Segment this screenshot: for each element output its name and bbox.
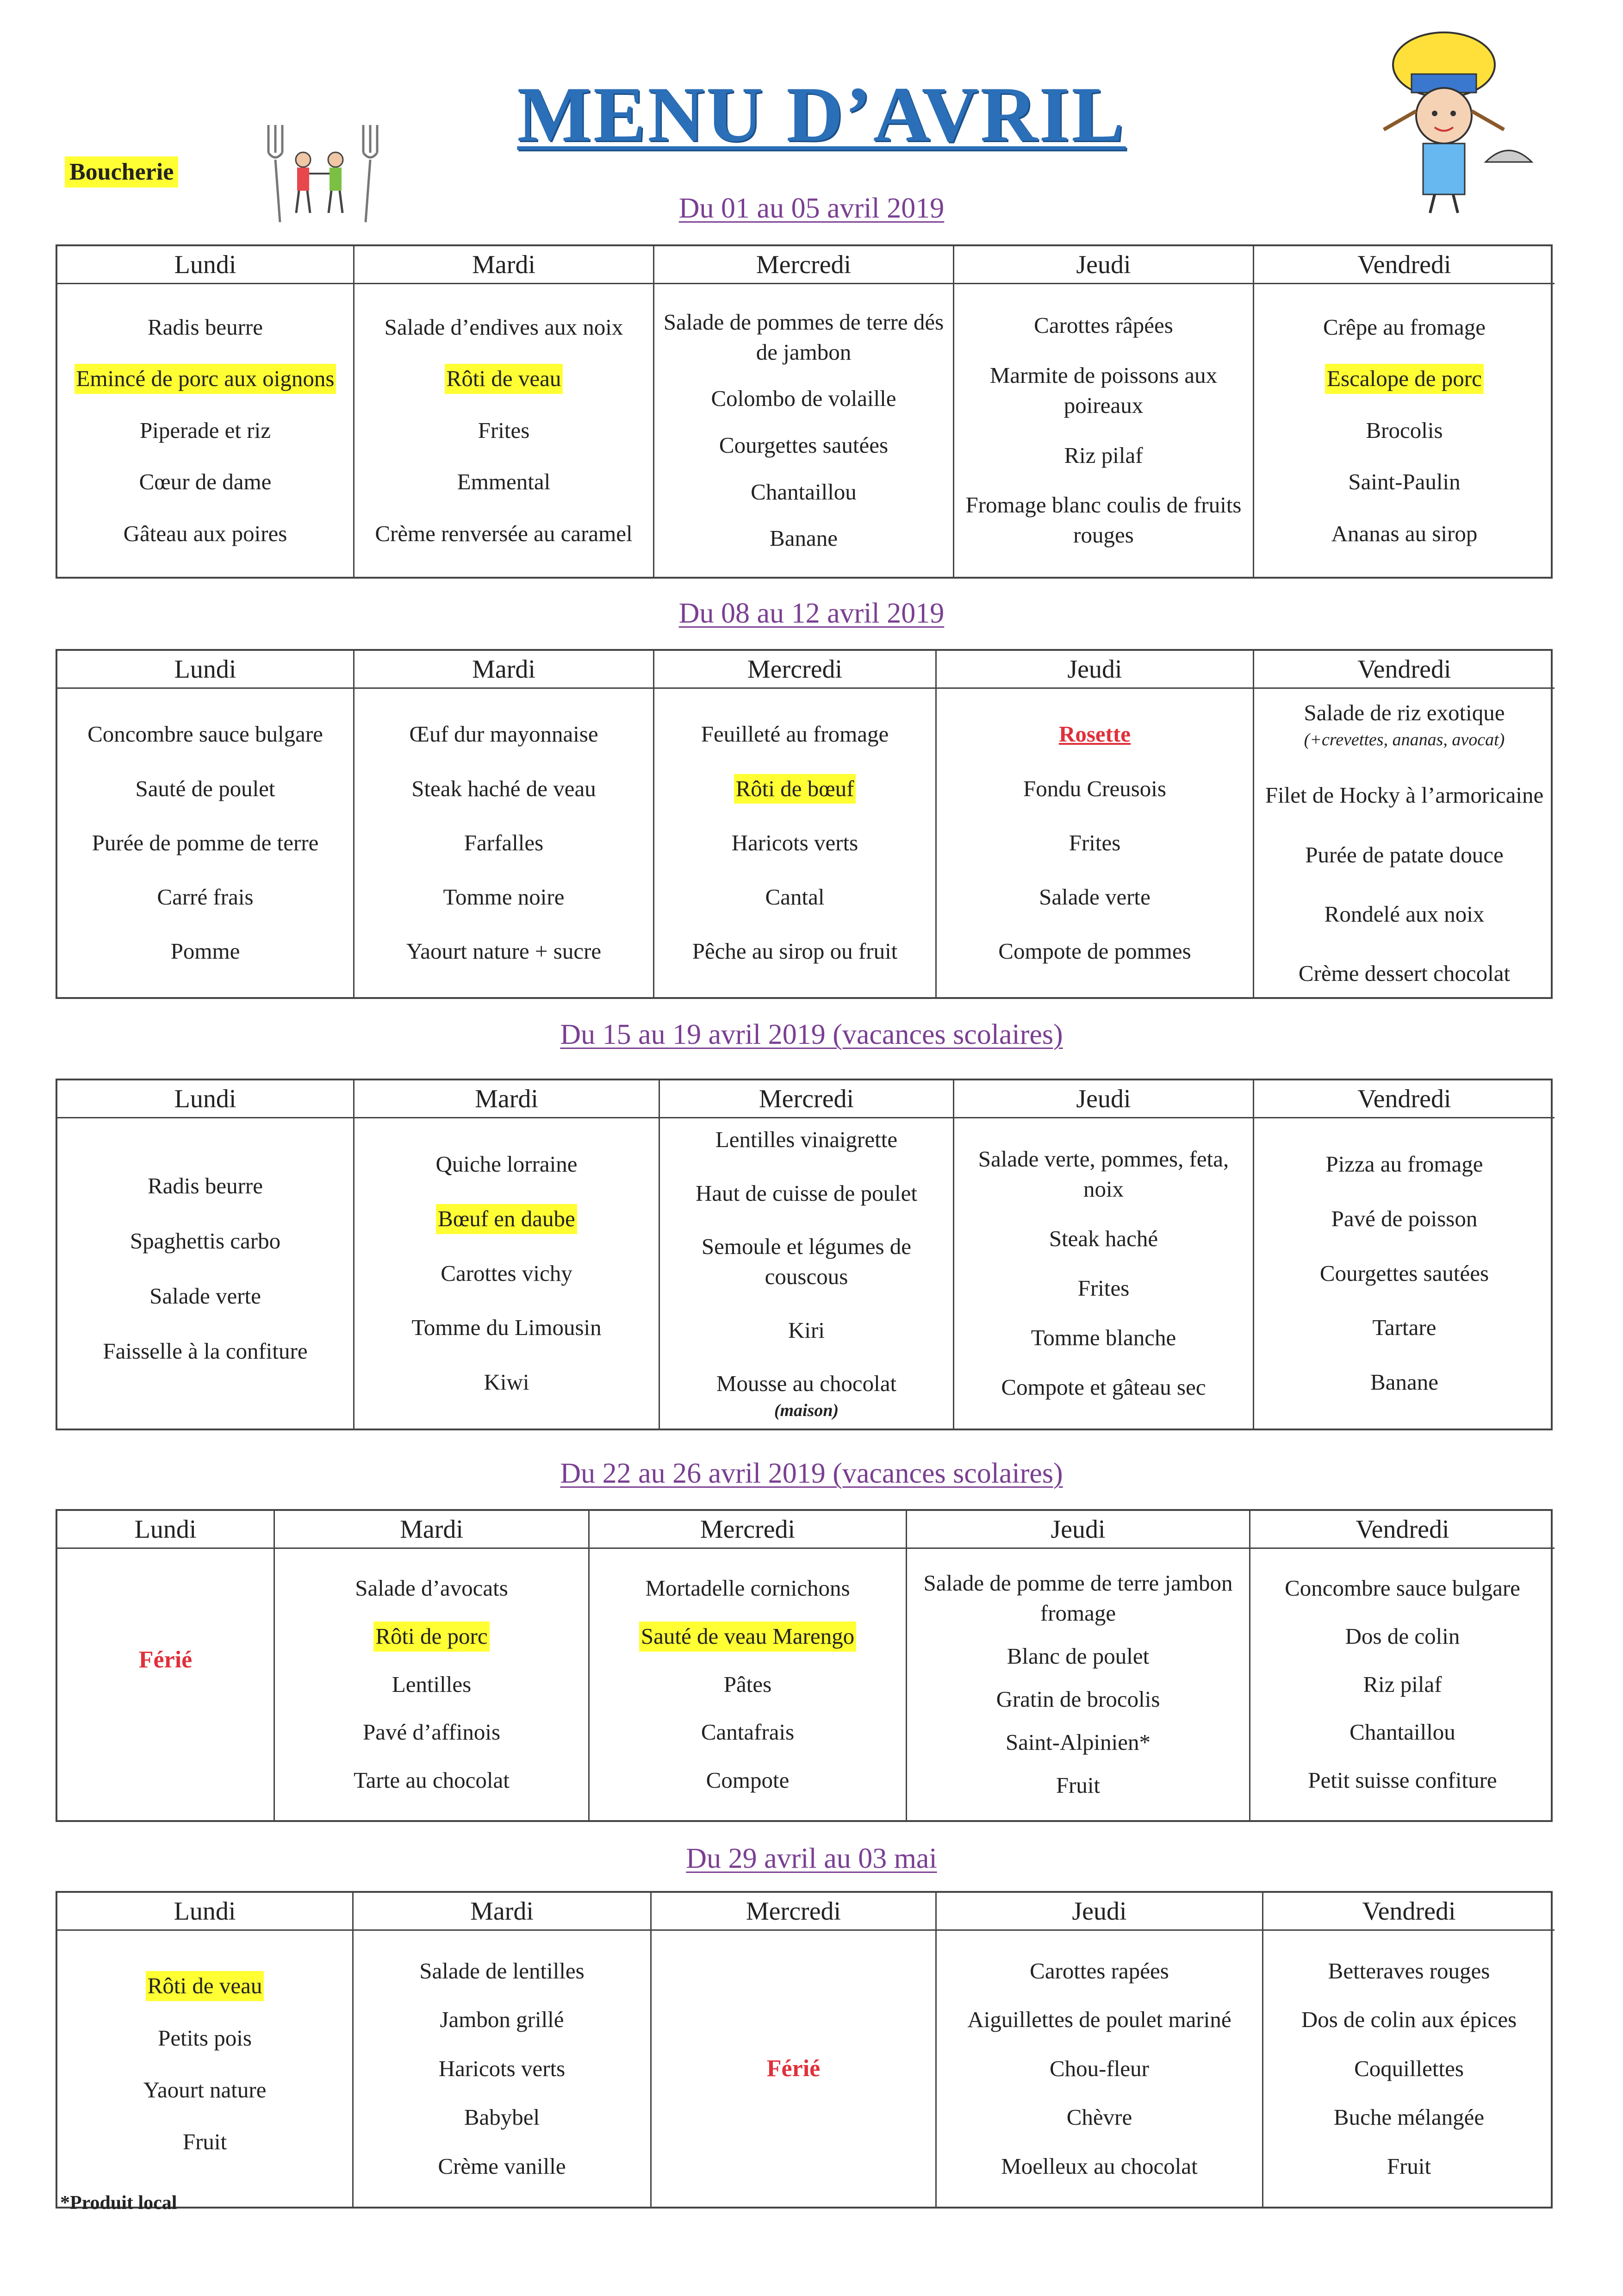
menu-item: Purée de patate douce <box>1305 842 1504 867</box>
header-mercredi: Mercredi <box>652 1893 937 1931</box>
header-jeudi: Jeudi <box>954 246 1254 284</box>
menu-item: Riz pilaf <box>1064 442 1143 468</box>
menu-item: Lentilles vinaigrette <box>715 1127 898 1152</box>
menu-item-highlight: Rôti de veau <box>445 364 563 394</box>
menu-item: Coquillettes <box>1354 2055 1464 2081</box>
menu-item: Farfalles <box>464 830 544 855</box>
menu-item: Tomme blanche <box>1031 1325 1176 1350</box>
menu-cell-vendredi <box>1263 1931 1555 2207</box>
menu-item: Mortadelle cornichons <box>645 1575 850 1601</box>
menu-item: Chantaillou <box>1349 1719 1455 1745</box>
menu-item-highlight: Bœuf en daube <box>436 1204 577 1234</box>
menu-item: Compote et gâteau sec <box>1001 1374 1206 1400</box>
week-4-table <box>56 1509 1553 1822</box>
menu-item: Spaghettis carbo <box>130 1228 281 1254</box>
menu-item: Frites <box>478 417 530 443</box>
menu-item: Œuf dur mayonnaise <box>409 721 598 747</box>
menu-cell-lundi <box>57 284 354 577</box>
menu-item: Concombre sauce bulgare <box>87 721 323 747</box>
header-vendredi: Vendredi <box>1254 1080 1555 1118</box>
menu-item: Cantafrais <box>701 1719 795 1745</box>
menu-item: Feuilleté au fromage <box>701 721 889 747</box>
menu-item-highlight: Sauté de veau Marengo <box>639 1622 856 1652</box>
menu-item: Yaourt nature <box>143 2077 267 2103</box>
menu-item: Fondu Creusois <box>1023 775 1166 801</box>
header-vendredi: Vendredi <box>1254 651 1555 689</box>
menu-cell-mardi <box>354 689 654 997</box>
menu-cell-mercredi <box>654 284 954 577</box>
header-lundi: Lundi <box>57 1893 354 1931</box>
header-lundi: Lundi <box>57 1080 354 1118</box>
week-5-title: Du 29 avril au 03 mai <box>686 1843 937 1874</box>
week-2-title: Du 08 au 12 avril 2019 <box>678 598 945 629</box>
menu-cell-jeudi <box>937 689 1254 997</box>
menu-item: Carré frais <box>157 884 254 910</box>
menu-item: Frites <box>1069 830 1121 855</box>
menu-item-highlight: Rôti de porc <box>373 1622 489 1652</box>
menu-item: Salade d’endives aux noix <box>384 314 623 340</box>
menu-item: Brocolis <box>1366 417 1443 443</box>
menu-item-highlight: Emincé de porc aux oignons <box>75 364 336 394</box>
menu-item: Salade d’avocats <box>355 1575 508 1601</box>
menu-item: Lentilles <box>392 1671 472 1697</box>
menu-item: Pavé de poisson <box>1331 1205 1478 1231</box>
menu-item: Blanc de poulet <box>1007 1643 1150 1669</box>
menu-item: Salade de lentilles <box>419 1958 585 1984</box>
menu-item: Filet de Hocky à l’armoricaine <box>1265 782 1544 808</box>
header-mercredi: Mercredi <box>654 246 954 284</box>
menu-item: Crème vanille <box>438 2153 566 2179</box>
menu-cell-lundi <box>57 1118 354 1429</box>
menu-item: Petits pois <box>158 2025 252 2051</box>
menu-cell-vendredi <box>1250 1549 1555 1820</box>
footnote: *Produit local <box>60 2192 177 2214</box>
menu-cell-vendredi <box>1254 689 1555 997</box>
menu-item: Fruit <box>182 2128 227 2154</box>
header-vendredi: Vendredi <box>1263 1893 1555 1931</box>
menu-item: Compote de pommes <box>998 938 1191 964</box>
week-3-table <box>56 1079 1553 1430</box>
menu-item: Marmite de poissons aux poireaux <box>989 362 1218 418</box>
menu-item: Salade verte <box>149 1283 261 1309</box>
menu-item: Tomme du Limousin <box>411 1315 602 1341</box>
menu-item: Salade de pomme de terre jambon fromage <box>923 1570 1233 1626</box>
menu-cell-mercredi <box>660 1118 954 1429</box>
header-mardi: Mardi <box>354 1893 652 1931</box>
menu-item: Banane <box>770 525 838 551</box>
week-4-title: Du 22 au 26 avril 2019 (vacances scolaires) <box>560 1458 1063 1489</box>
header-mardi: Mardi <box>354 246 654 284</box>
menu-item: Haricots verts <box>731 830 858 855</box>
header-jeudi: Jeudi <box>954 1080 1254 1118</box>
header-jeudi: Jeudi <box>907 1511 1250 1549</box>
header-vendredi: Vendredi <box>1254 246 1555 284</box>
menu-item-highlight: Rôti de bœuf <box>734 774 856 804</box>
menu-item: Crêpe au fromage <box>1323 314 1486 340</box>
menu-item: Pomme <box>170 938 240 964</box>
boucherie-label: Boucherie <box>65 156 178 187</box>
menu-item: Tarte au chocolat <box>354 1767 510 1793</box>
menu-item: Tomme noire <box>443 884 565 910</box>
header-jeudi: Jeudi <box>937 1893 1263 1931</box>
menu-cell-mercredi <box>654 689 937 997</box>
menu-item: Kiwi <box>484 1369 529 1395</box>
menu-item: Sauté de poulet <box>135 775 275 801</box>
menu-item: Pizza au fromage <box>1325 1151 1483 1177</box>
menu-cell-vendredi <box>1254 1118 1555 1429</box>
header-vendredi: Vendredi <box>1250 1511 1555 1549</box>
menu-item: Carottes râpées <box>1034 312 1173 338</box>
ferie-label: Férié <box>138 1646 193 1673</box>
menu-item: Kiri <box>788 1317 825 1343</box>
menu-item: Tartare <box>1372 1315 1436 1341</box>
menu-item: Dos de colin aux épices <box>1301 2007 1517 2033</box>
menu-item: Crème renversée au caramel <box>375 520 633 546</box>
menu-item: Steak haché de veau <box>411 775 596 801</box>
menu-item: Petit suisse confiture <box>1308 1767 1497 1793</box>
menu-cell-mardi <box>275 1549 590 1820</box>
page-title: MENU D’AVRIL <box>517 71 1126 158</box>
ferie-label: Férié <box>766 2055 821 2082</box>
menu-item: Salade de riz exotique <box>1304 700 1505 725</box>
menu-item: Buche mélangée <box>1333 2104 1485 2130</box>
menu-item: Jambon grillé <box>440 2007 564 2033</box>
menu-cell-jeudi <box>937 1931 1263 2207</box>
menu-item: Radis beurre <box>148 314 263 340</box>
menu-item: Dos de colin <box>1345 1623 1460 1649</box>
menu-item: Fruit <box>1387 2153 1431 2179</box>
menu-item: Rondelé aux noix <box>1324 901 1485 927</box>
week-2-table <box>56 649 1553 999</box>
menu-cell-vendredi <box>1254 284 1555 577</box>
menu-item: Gâteau aux poires <box>123 520 287 546</box>
menu-item: Compote <box>706 1767 790 1793</box>
menu-item: Quiche lorraine <box>435 1151 578 1177</box>
menu-item: Fromage blanc coulis de fruits rouges <box>965 492 1242 548</box>
menu-cell-mardi <box>354 284 654 577</box>
menu-item: Salade verte, pommes, feta, noix <box>978 1146 1229 1202</box>
header-mercredi: Mercredi <box>660 1080 954 1118</box>
week-1-table <box>56 244 1553 579</box>
menu-item: Piperade et riz <box>140 417 271 443</box>
menu-item: Pavé d’affinois <box>362 1719 501 1745</box>
menu-item: Chou-fleur <box>1050 2055 1149 2081</box>
header-lundi: Lundi <box>57 651 354 689</box>
menu-item: Cœur de dame <box>139 469 272 495</box>
header-mercredi: Mercredi <box>654 651 937 689</box>
chef-girl-icon <box>1356 23 1541 218</box>
menu-item: Courgettes sautées <box>719 432 889 458</box>
menu-item-note: (+crevettes, ananas, avocat) <box>1304 730 1505 749</box>
menu-item-highlight: Escalope de porc <box>1325 364 1484 394</box>
menu-item: Saint-Paulin <box>1348 469 1461 495</box>
menu-item-highlight: Rôti de veau <box>146 1971 264 2001</box>
menu-item: Chantaillou <box>751 479 857 505</box>
menu-item: Faisselle à la confiture <box>103 1338 308 1364</box>
menu-item: Aiguillettes de poulet mariné <box>967 2007 1231 2033</box>
header-lundi: Lundi <box>57 1511 275 1549</box>
menu-item-group <box>716 1369 896 1422</box>
menu-cell-lundi <box>57 689 354 997</box>
header-mardi: Mardi <box>354 1080 660 1118</box>
week-3-title: Du 15 au 19 avril 2019 (vacances scolaires) <box>560 1019 1063 1050</box>
menu-item: Riz pilaf <box>1363 1671 1442 1697</box>
menu-item: Gratin de brocolis <box>996 1686 1160 1712</box>
menu-item: Pâtes <box>723 1671 772 1697</box>
menu-item: Salade verte <box>1039 884 1150 910</box>
menu-item: Frites <box>1077 1275 1130 1301</box>
menu-item: Yaourt nature + sucre <box>406 938 602 964</box>
week-1-title: Du 01 au 05 avril 2019 <box>678 193 945 224</box>
menu-item: Semoule et légumes de couscous <box>701 1234 912 1289</box>
menu-item: Betteraves rouges <box>1328 1958 1490 1984</box>
menu-item-note: (maison) <box>774 1400 839 1420</box>
menu-cell-mardi <box>354 1931 652 2207</box>
menu-item: Babybel <box>464 2104 540 2130</box>
menu-cell-jeudi <box>954 284 1254 577</box>
menu-cell-mercredi <box>652 1931 937 2207</box>
menu-item: Concombre sauce bulgare <box>1285 1575 1520 1601</box>
menu-cell-jeudi <box>907 1549 1250 1820</box>
menu-item: Banane <box>1370 1369 1438 1395</box>
menu-item: Fruit <box>1056 1772 1101 1798</box>
menu-item-group <box>1304 698 1505 751</box>
menu-item: Courgettes sautées <box>1319 1260 1489 1286</box>
menu-item: Crème dessert chocolat <box>1298 961 1511 986</box>
header-mardi: Mardi <box>354 651 654 689</box>
menu-cell-jeudi <box>954 1118 1254 1429</box>
menu-cell-mercredi <box>590 1549 907 1820</box>
menu-item: Ananas au sirop <box>1331 520 1478 546</box>
menu-item: Steak haché <box>1049 1226 1158 1251</box>
menu-item: Cantal <box>765 884 825 910</box>
header-mardi: Mardi <box>275 1511 590 1549</box>
menu-item-red: Rosette <box>1058 721 1131 747</box>
menu-item: Mousse au chocolat <box>716 1371 897 1397</box>
menu-item: Saint-Alpinien* <box>1005 1729 1151 1755</box>
menu-cell-mardi <box>354 1118 660 1429</box>
header-mercredi: Mercredi <box>590 1511 907 1549</box>
menu-item: Haut de cuisse de poulet <box>696 1180 917 1206</box>
menu-cell-lundi <box>57 1549 275 1820</box>
menu-item: Haricots verts <box>438 2055 566 2081</box>
menu-item: Purée de pomme de terre <box>92 830 319 855</box>
menu-item: Moelleux au chocolat <box>1001 2153 1198 2179</box>
week-5-table <box>56 1891 1553 2209</box>
menu-item: Radis beurre <box>148 1173 263 1199</box>
menu-item: Chèvre <box>1066 2104 1132 2130</box>
menu-item: Emmental <box>457 469 551 495</box>
menu-item: Carottes rapées <box>1030 1958 1169 1984</box>
header-lundi: Lundi <box>57 246 354 284</box>
menu-item: Salade de pommes de terre dés de jambon <box>663 309 944 365</box>
menu-item: Pêche au sirop ou fruit <box>692 938 898 964</box>
menu-cell-lundi <box>57 1931 354 2207</box>
menu-item: Carottes vichy <box>441 1260 572 1286</box>
menu-item: Colombo de volaille <box>711 386 896 412</box>
header-jeudi: Jeudi <box>937 651 1254 689</box>
